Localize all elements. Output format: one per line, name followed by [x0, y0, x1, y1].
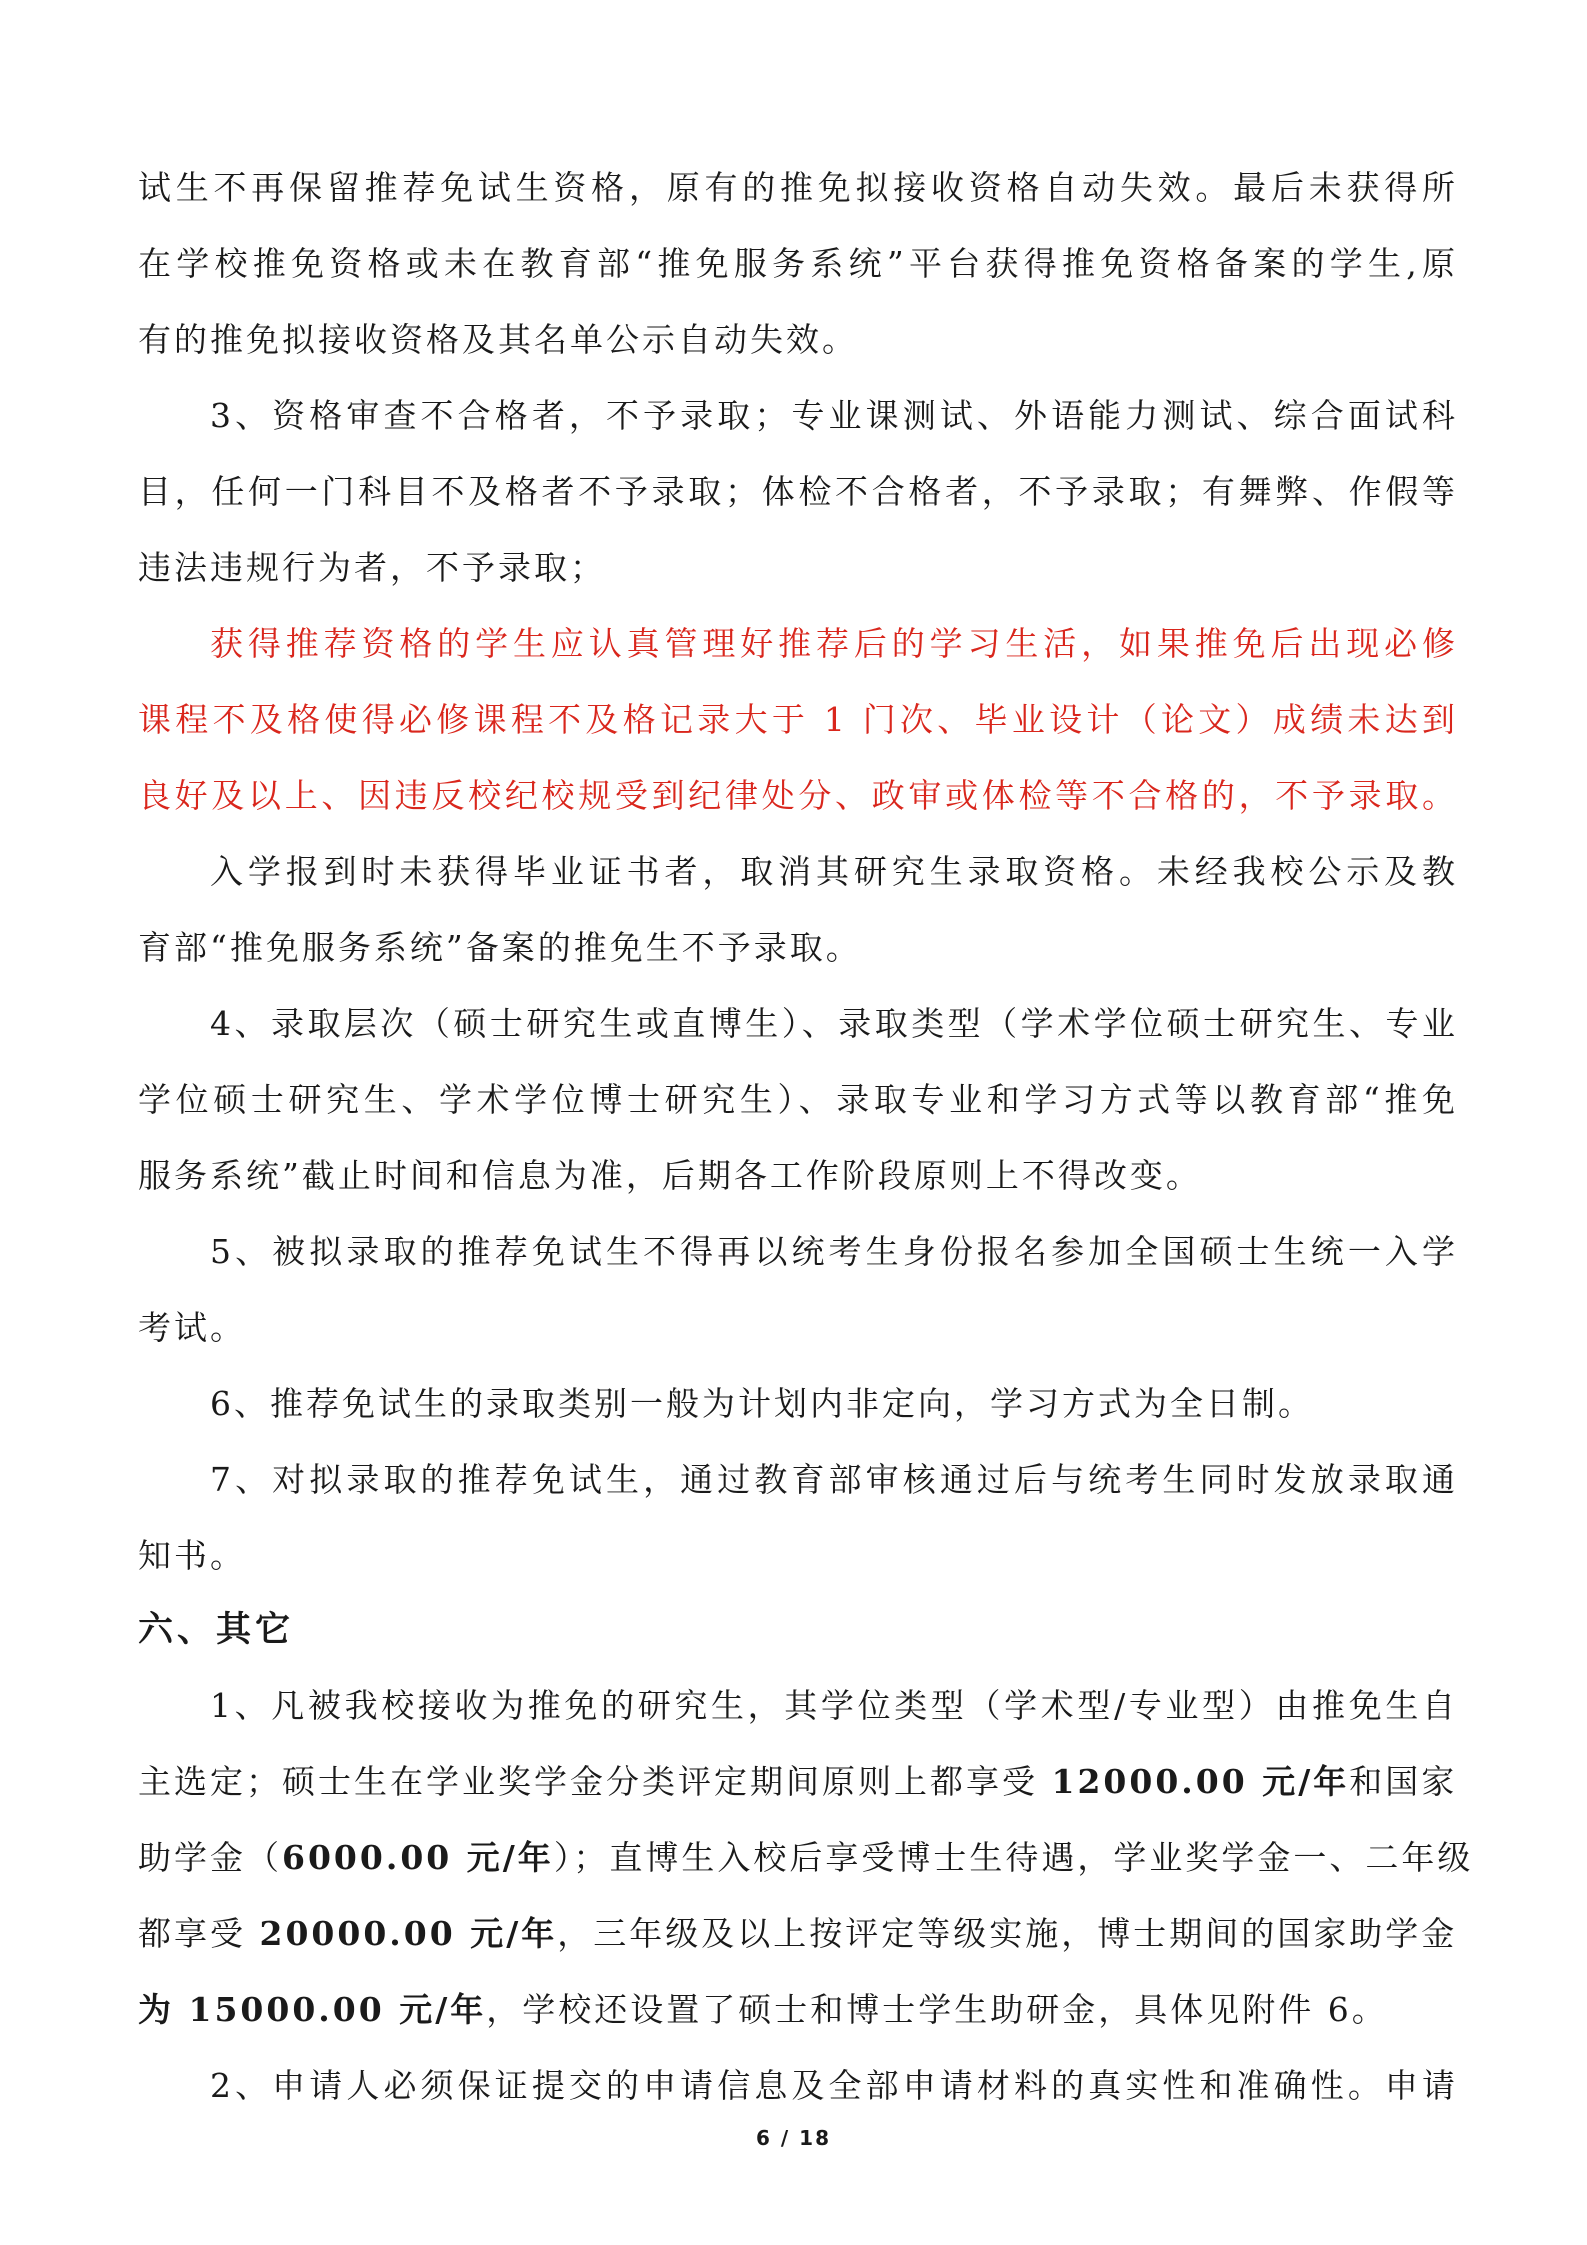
paragraph-line: 5、被拟录取的推荐免试生不得再以统考生身份报名参加全国硕士生统一入学 [210, 1232, 1458, 1271]
amount-bold: 12000.00 元/年 [1051, 1762, 1350, 1801]
paragraph-line: 在学校推免资格或未在教育部“推免服务系统”平台获得推免资格备案的学生,原 [138, 244, 1458, 283]
amount-bold: 为 15000.00 元/年 [138, 1990, 487, 2029]
section-heading: 六、其它 [138, 1610, 295, 1650]
highlighted-line: 课程不及格使得必修课程不及格记录大于 1 门次、毕业设计（论文）成绩未达到 [138, 700, 1458, 739]
paragraph-line: 7、对拟录取的推荐免试生，通过教育部审核通过后与统考生同时发放录取通 [210, 1460, 1458, 1499]
paragraph-line: 知书。 [138, 1536, 246, 1575]
line-text: ，三年级及以上按评定等级实施，博士期间的国家助学金 [557, 1914, 1458, 1953]
paragraph-line: 1、凡被我校接收为推免的研究生，其学位类型（学术型/专业型）由推免生自 [210, 1686, 1458, 1725]
amount-bold: 20000.00 元/年 [259, 1914, 558, 1953]
paragraph-line [138, 1762, 1458, 1802]
paragraph-line: 服务系统”截止时间和信息为准，后期各工作阶段原则上不得改变。 [138, 1156, 1202, 1195]
line-text: 助学金（ [138, 1838, 282, 1877]
paragraph-line: 试生不再保留推荐免试生资格，原有的推免拟接收资格自动失效。最后未获得所 [138, 168, 1458, 207]
line-text: ，学校还设置了硕士和博士学生助研金，具体见附件 6。 [486, 1990, 1388, 2029]
paragraph-line [138, 1990, 1458, 2030]
paragraph-line [138, 1914, 1458, 1954]
amount-bold: 6000.00 元/年 [282, 1838, 554, 1877]
paragraph-line: 违法违规行为者，不予录取； [138, 548, 606, 587]
paragraph-line: 入学报到时未获得毕业证书者，取消其研究生录取资格。未经我校公示及教 [210, 852, 1458, 891]
line-text: ）；直博生入校后享受博士生待遇，学业奖学金一、二年级 [553, 1838, 1474, 1877]
line-text: 主选定；硕士生在学业奖学金分类评定期间原则上都享受 [138, 1762, 1052, 1801]
line-text: 都享受 [138, 1914, 260, 1953]
paragraph-line [138, 1838, 1474, 1878]
highlighted-line: 获得推荐资格的学生应认真管理好推荐后的学习生活，如果推免后出现必修 [210, 624, 1458, 663]
line-text: 和国家 [1349, 1762, 1458, 1801]
paragraph-line: 6、推荐免试生的录取类别一般为计划内非定向，学习方式为全日制。 [210, 1384, 1314, 1423]
current-page: 6 [755, 2126, 772, 2150]
paragraph-line: 考试。 [138, 1308, 246, 1347]
paragraph-line: 学位硕士研究生、学术学位博士研究生）、录取专业和学习方式等以教育部“推免 [138, 1080, 1458, 1119]
paragraph-line: 4、录取层次（硕士研究生或直博生）、录取类型（学术学位硕士研究生、专业 [210, 1004, 1458, 1043]
paragraph-line: 目，任何一门科目不及格者不予录取；体检不合格者，不予录取；有舞弊、作假等 [138, 472, 1458, 511]
total-pages: 18 [799, 2126, 831, 2150]
paragraph-line: 2、申请人必须保证提交的申请信息及全部申请材料的真实性和准确性。申请 [210, 2066, 1458, 2105]
paragraph-line: 有的推免拟接收资格及其名单公示自动失效。 [138, 320, 858, 359]
paragraph-line: 3、资格审查不合格者，不予录取；专业课测试、外语能力测试、综合面试科 [210, 396, 1458, 435]
highlighted-line: 良好及以上、因违反校纪校规受到纪律处分、政审或体检等不合格的，不予录取。 [138, 776, 1458, 815]
paragraph-line: 育部“推免服务系统”备案的推免生不予录取。 [138, 928, 862, 967]
page-separator: / [780, 2126, 791, 2150]
page-number [0, 2126, 1587, 2150]
